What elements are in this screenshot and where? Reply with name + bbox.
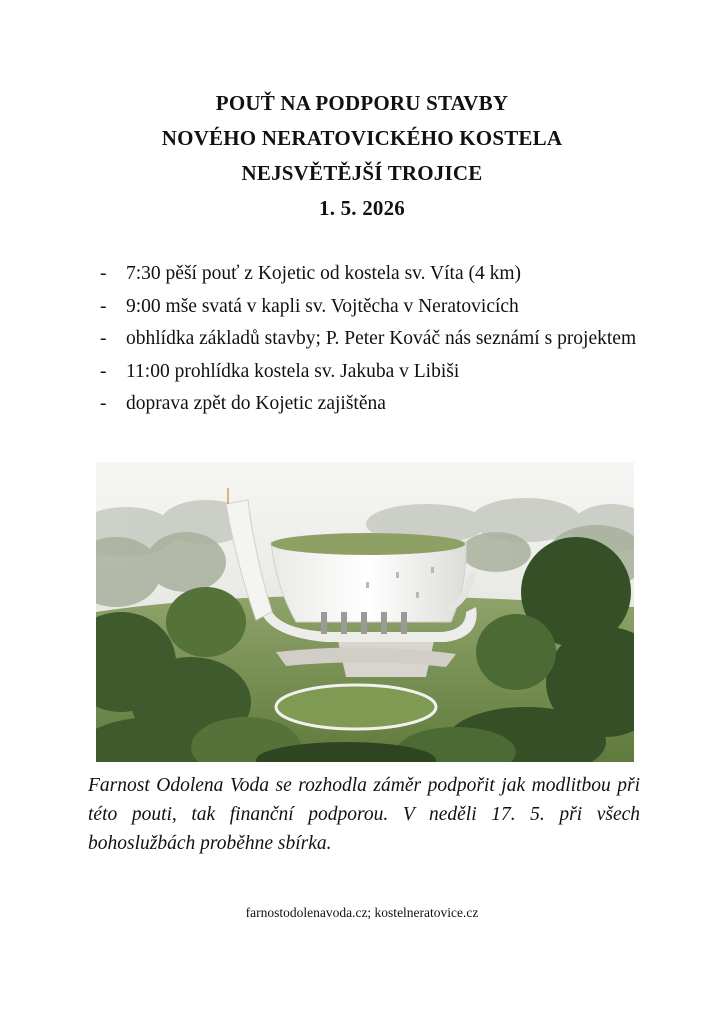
bullet-dash: - (100, 360, 107, 382)
program-item-text: obhlídka základů stavby; P. Peter Kováč nás seznámí s projektem (126, 328, 637, 349)
program-item-text: 9:00 mše svatá v kapli sv. Vojtěcha v Neratovicích (126, 295, 519, 317)
program-item (100, 323, 645, 356)
parish-support-note: Farnost Odolena Voda se rozhodla záměr podpořit jak modlitbou při této pouti, tak finanční podporou. V neděli 17. 5. při všech bohoslužbách proběhne sbírka. (88, 775, 640, 854)
bullet-dash: - (100, 393, 107, 414)
program-item (100, 291, 645, 324)
program-item (100, 356, 645, 389)
title-line-3: NEJSVĚTĚJŠÍ TROJICE (241, 161, 483, 185)
event-date: 1. 5. 2026 (319, 196, 405, 220)
website-links: farnostodolenavoda.cz; kostelneratovice.cz (245, 905, 479, 920)
church-rendering-illustration (96, 462, 634, 762)
church-rendering-image (96, 462, 634, 762)
program-item (100, 388, 645, 421)
bullet-dash: - (100, 328, 107, 349)
event-title (0, 86, 724, 226)
program-item-text: 7:30 pěší pouť z Kojetic od kostela sv. Víta (4 km) (126, 263, 522, 284)
bullet-dash: - (100, 263, 107, 284)
program-item-text: 11:00 prohlídka kostela sv. Jakuba v Libiši (126, 360, 460, 382)
bullet-dash: - (100, 295, 107, 317)
title-line-1: POUŤ NA PODPORU STAVBY (215, 91, 509, 115)
program-list (100, 258, 645, 421)
program-item-text: doprava zpět do Kojetic zajištěna (126, 393, 386, 414)
program-item (100, 258, 645, 291)
title-line-2: NOVÉHO NERATOVICKÉHO KOSTELA (161, 126, 563, 150)
